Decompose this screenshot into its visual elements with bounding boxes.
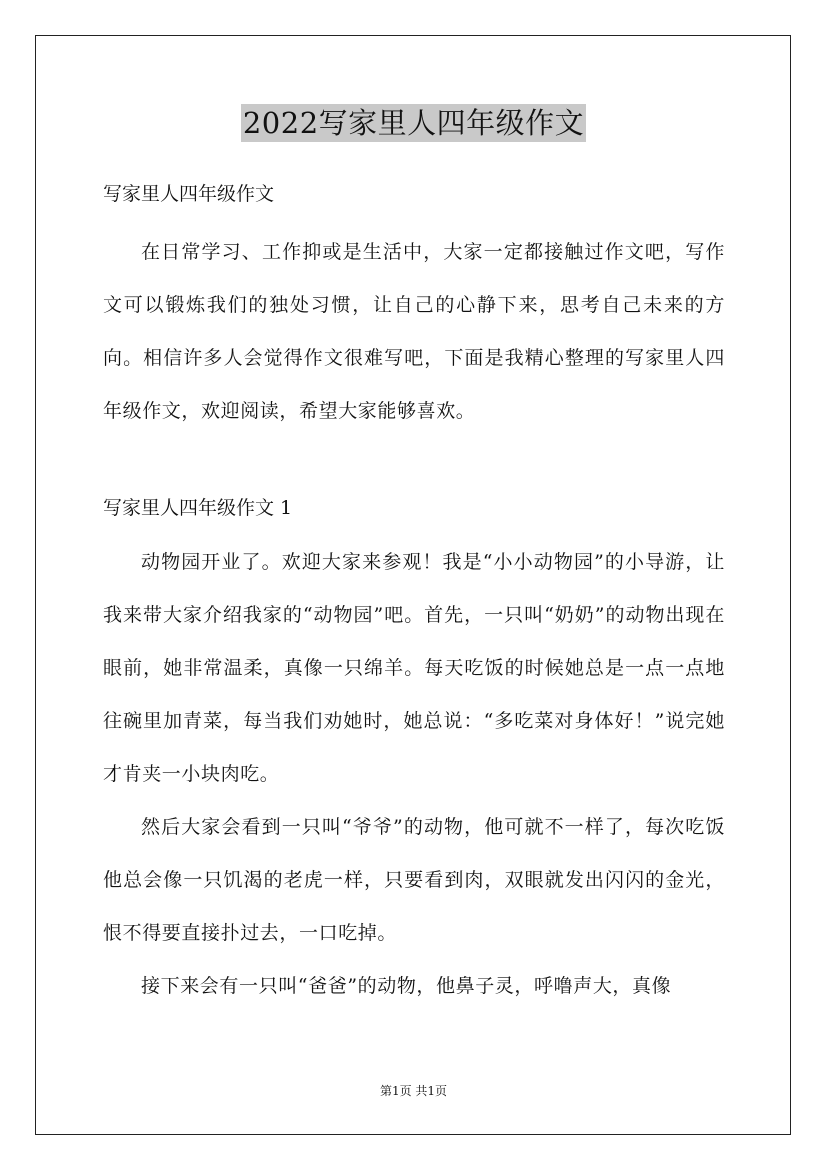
essay1-paragraph: 然后大家会看到一只叫“爷爷”的动物，他可就不一样了，每次吃饭他总会像一只饥渴的老虎一样，只要看到肉，双眼就发出闪闪的金光，恨不得要直接扑过去，一口吃掉。 — [103, 816, 725, 944]
page-footer: 第1页 共1页 — [379, 1084, 448, 1098]
essay1-heading: 写家里人四年级作文 1 — [103, 497, 293, 519]
document-title: 2022写家里人四年级作文 — [242, 106, 585, 140]
essay1-paragraph: 动物园开业了。欢迎大家来参观！我是“小小动物园”的小导游，让我来带大家介绍我家的“动物园”吧。首先，一只叫“奶奶”的动物出现在眼前，她非常温柔，真像一只绵羊。每天吃饭的时候她总是一点一点地往碗里加青菜，每当我们劝她时，她总说：“多吃菜对身体好！”说完她才肯夹一小块肉吃。 — [103, 551, 725, 785]
intro-paragraph: 在日常学习、工作抑或是生活中，大家一定都接触过作文吧，写作文可以锻炼我们的独处习惯，让自己的心静下来，思考自己未来的方向。相信许多人会觉得作文很难写吧，下面是我精心整理的写家里人四年级作文，欢迎阅读，希望大家能够喜欢。 — [103, 241, 725, 422]
spacer — [103, 438, 725, 486]
document-body — [103, 172, 725, 1013]
title-container — [0, 104, 827, 142]
spacer — [103, 216, 725, 226]
intro-heading: 写家里人四年级作文 — [103, 183, 275, 205]
essay1-paragraph: 接下来会有一只叫“爸爸”的动物，他鼻子灵，呼噜声大，真像 — [141, 975, 672, 997]
